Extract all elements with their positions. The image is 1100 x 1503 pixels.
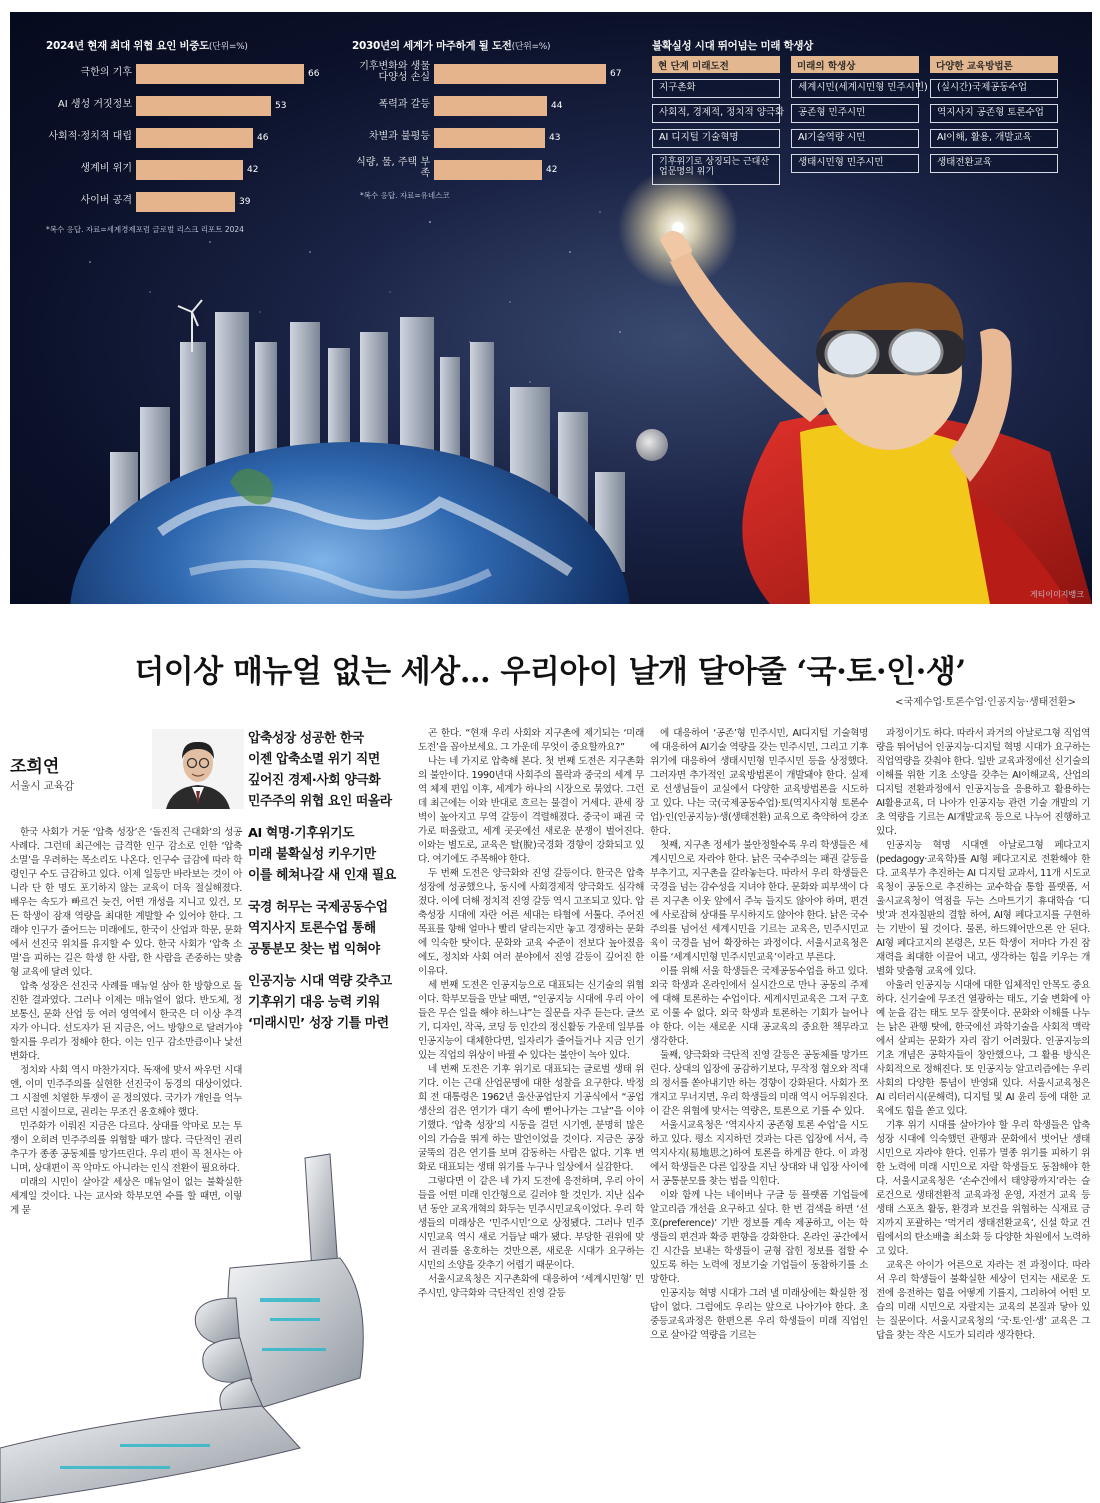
- deck-summary: [248, 728, 412, 1045]
- author-role: 서울시 교육감: [10, 780, 75, 792]
- article-column-4: [876, 727, 1090, 1343]
- chart-note: *복수 응답. 자료=세계경제포럼 글로벌 리스크 리포트 2024: [46, 225, 244, 234]
- paragraph: 세 번째 도전은 인공지능으로 대표되는 신기술의 위협이다. 학부모들을 만날 때면, “인공지능 시대에 우리 아이들은 무슨 일을 해야 하느냐”는 질문을 자주 듣는다. 글쓰기, 디자인, 작곡, 코딩 등 인간의 정신활동 가운데 일부를 인공지능이 대체한다면, 일자리가 줄어들거나 지금 인기 있는 직업의 위상이 바뀔 수 있다는 불안이 녹아 있다.: [418, 980, 644, 1061]
- deck-group: 인공지능 시대 역량 갖추고 기후위기 대응 능력 키워 ‘미래시민’ 성장 기틀 마련: [248, 974, 392, 1031]
- headline: 더이상 매뉴얼 없는 세상… 우리아이 날개 달아줄 ‘국·토·인·생’: [134, 654, 966, 690]
- table-cell: 기후위기로 상징되는 근대산업문명의 위기: [652, 154, 780, 185]
- author-photo: [152, 729, 244, 809]
- table-header: 현 단계 미래도전: [652, 56, 780, 73]
- bar-row: [352, 157, 644, 180]
- table-cell: AI이해, 활용, 개발교육: [930, 129, 1058, 148]
- bar-label: 식량, 물, 주택 부족: [356, 157, 430, 179]
- bar: [136, 192, 235, 212]
- table-cell: 지구촌화: [652, 79, 780, 98]
- bar-label: 사회적·정치적 대립: [48, 131, 132, 142]
- table-cell: 사회적, 경제적, 정치적 양극화: [652, 104, 780, 123]
- deck-group: 국경 허무는 국제공동수업 역지사지 토론수업 통해 공통분모 찾는 법 익혀야: [248, 900, 388, 957]
- paragraph: 인공지능 혁명 시대가 그려 낼 미래상에는 확실한 정답이 없다. 그럼에도 우리는 앞으로 나아가야 한다. 초중등교육과정은 한편으론 우리 학생들이 미래 직업인으로 살아갈 역량을 기르는: [650, 1288, 868, 1341]
- paragraph: 이와 함께 나는 네이버나 구글 등 플랫폼 기업들에 알고리즘 개선을 요구하고 싶다. 한 번 검색을 하면 ‘선호(preference)’ 기반 정보를 계속 제공하고, 이는 학생들의 편견과 확증 편향을 강화한다. 온라인 공간에서 긴 시간을 보내는 학생들이 균형 잡힌 정보를 접할 수 있도록 하는 노력에 정보기술 기업들이 동참하기를 소망한다.: [650, 1190, 868, 1285]
- table-cell: 세계시민(세계시민형 민주시민): [791, 79, 919, 98]
- paragraph: 미래의 시민이 살아갈 세상은 매뉴얼이 없는 불확실한 세계일 것이다. 나는 교사와 학부모연 수를 할 때면, 이렇게 묻: [10, 1177, 242, 1216]
- paragraph: 한국 사회가 거둔 ‘압축 성장’은 ‘돌진적 근대화’의 성공 사례다. 그런데 최근에는 급격한 인구 감소로 인한 ‘압축 소멸’을 우려하는 목소리도 나온다. 인구수 급감에 따라 학령인구 수도 급감하고 있다. 이제 일등만 바라보는 것이 아니라 단 한 명도 포기하지 않는 교육이 더욱 절실해졌다. 배우는 속도가 빠르건 늦건, 어떤 개성을 지니고 있건, 모든 학생이 잠재 역량을 최대한 계발할 수 있어야 한다. 그래야 인구가 줄어드는 미래에도, 한국이 산업과 학문, 문화에서 선진국 위치를 유지할 수 있다. 한국 사회가 ‘압축 소멸’을 피하는 길은 학생 한 사람, 한 사람을 존중하는 맞춤형 교육에 달려 있다.: [10, 827, 242, 978]
- bar: [434, 160, 542, 180]
- bar-value: 66: [308, 69, 320, 79]
- paragraph: 인공지능 혁명 시대엔 아날로그형 페다고지(pedagogy·교육학)를 AI형 페다고지로 전환해야 한다. 교육부가 추진하는 AI 디지털 교과서, 11개 시도교육청이 공동으로 추진하는 교수학습 통합 플랫폼, 서울시교육청이 역점을 두는 스마트기기 휴대학습 ‘디벗’과 전자칠판의 결합 하여, AI형 페다고지를 구현하는 기반이 될 것이다. 물론, 하드웨어만으론 안 된다. AI형 페다고지의 본령은, 모든 학생이 저마다 가진 잠재력을 최대한 이끌어 내고, 생각하는 힘을 키우는 개별화 맞춤형 교육에 있다.: [876, 840, 1090, 977]
- deck-group: AI 혁명·기후위기도 미래 불확실성 키우기만 이를 헤쳐나갈 새 인재 필요: [248, 826, 396, 883]
- bar-value: 53: [275, 101, 287, 111]
- bar: [434, 96, 547, 116]
- future-challenges-chart: [352, 38, 622, 200]
- bar-label: 생계비 위기: [80, 163, 132, 174]
- deck-group: 압축성장 성공한 한국 이젠 압축소멸 위기 직면 깊어진 경제·사회 양극화 민주주의 위협 요인 떠올라: [248, 731, 392, 809]
- table-cell: 생태시민형 민주시민: [791, 154, 919, 173]
- paragraph: 서울시교육청은 ‘역지사지 공존형 토론 수업’을 시도하고 있다. 평소 지지하던 것과는 다른 입장에 서서, 즉 역지사지(易地思之)하여 토론을 하게끔 한다. 이 과정에서 학생들은 다른 입장을 지닌 상대와 내 입장 사이에서 공통분모를 찾는 법을 익힌다.: [650, 1120, 868, 1187]
- table-cell: 생태전환교육: [930, 154, 1058, 173]
- paragraph: 곤 한다. “현재 우리 사회와 지구촌에 제기되는 ‘미래 도전’을 꼽아보세요. 그 가운데 무엇이 중요할까요?”: [418, 728, 644, 753]
- table-header: 다양한 교육방법론: [930, 56, 1058, 73]
- paragraph: 아울러 인공지능 시대에 대한 입체적인 안목도 중요하다. 신기술에 무조건 열광하는 태도, 기술 변화에 아예 눈을 감는 태도 모두 잘못이다. 문화와 이해를 나누는 낡은 관행 탓에, 한국에선 과학기술을 사회적 맥락에서 살피는 문화가 자리 잡기 어려웠다. 인공지능의 기초 개념은 공학자들이 창안했으나, 그 활용 방식은 사회적으로 정해진다. 또 인공지능 알고리즘에는 우리 사회의 다양한 통념이 반영돼 있다. 서울시교육청은 AI 리터러시(문해력), 디지털 및 AI 윤리 등에 대한 교육에도 힘을 쏟고 있다.: [876, 980, 1090, 1117]
- paragraph: 과정이기도 하다. 따라서 과거의 아날로그형 직업역량을 뛰어넘어 인공지능·디지털 혁명 시대가 요구하는 직업역량을 갖춰야 한다. 일반 교육과정에선 신기술의 이해를 위한 기초 소양을 갖추는 AI이해교육, 산업의 디지털 전환과정에서 인공지능을 응용하고 활용하는 AI활용교육, 더 나아가 인공지능 관련 기술 개발의 기초 역량을 기르는 AI개발교육 등으로 나누어 진행하고 있다.: [876, 728, 1090, 837]
- earth-with-city: [70, 300, 630, 604]
- chart-title: 2024년 현재 최대 위협 요인 비중도(단위=%): [46, 40, 248, 52]
- bar-label: 극한의 기후: [80, 67, 132, 78]
- child-hero: [660, 231, 1092, 604]
- paragraph: 첫째, 지구촌 정세가 불안정할수록 우리 학생들은 세계시민으로 자라야 한다. 낡은 국수주의는 패권 갈등을 부추기고, 지구촌을 갈라놓는다. 따라서 우리 학생들은 국경을 넘는 감수성을 지녀야 한다. 문화와 피부색이 다른 지구촌 이웃 앞에서 주눅 들지도 않아야 하며, 편견에 사로잡혀 상대를 무시하지도 않아야 한다. 낡은 국수주의를 넘어선 세계시민을 기르는 교육은, 민주시민교육이 국경을 넘어 확장하는 과정이다. 서울시교육청은 이를 ‘세계시민형 민주시민교육’이라고 부른다.: [650, 840, 868, 963]
- threat-factors-chart: [46, 38, 320, 234]
- table-title: 불확실성 시대 뛰어넘는 미래 학생상: [652, 40, 814, 52]
- bar-value: 67: [610, 69, 622, 79]
- bar-value: 42: [247, 165, 259, 175]
- bar: [434, 128, 545, 148]
- paragraph: 둘째, 양극화와 극단적 진영 갈등은 공동체를 망가뜨린다. 상대의 입장에 공감하기보다, 무작정 혐오와 적대의 정서를 쏟아내기만 하는 경향이 강화된다. 사회가 쪼개지고 무너지면, 우리 학생들의 미래 역시 어두워진다. 이 같은 위협에 맞서는 역량은, 토론으로 기를 수 있다.: [650, 1050, 868, 1117]
- bar-row: [352, 128, 644, 148]
- bar-row: [46, 96, 344, 116]
- bar: [136, 128, 253, 148]
- bar-row: [46, 192, 344, 212]
- bar-label: 기후변화와 생물다양성 손실: [359, 61, 430, 83]
- moon: [636, 429, 668, 461]
- table-cell: AI기술역량 시민: [791, 129, 919, 148]
- chart-title: 2030년의 세계가 마주하게 될 도전(단위=%): [352, 40, 551, 52]
- table-cell: (실시간)국제공동수업: [930, 79, 1058, 98]
- table-header: 미래의 학생상: [791, 56, 919, 73]
- bar-label: AI 생성 거짓정보: [57, 99, 132, 110]
- table-cell: 역지사지 공존형 토론수업: [930, 104, 1058, 123]
- chart-note: *복수 응답. 자료=유네스코: [360, 191, 450, 200]
- bar-value: 43: [549, 133, 561, 143]
- paragraph: 두 번째 도전은 양극화와 진영 갈등이다. 한국은 압축 성장에 성공했으나, 동시에 사회경제적 양극화도 심각해졌다. 이에 더해 정치적 진영 갈등 역시 고조되고 있다. 압축성장 시대에 자란 어른 세대는 타협에 서툴다. 주어진 목표를 향해 얼마나 빨리 달리는지만 놓고 경쟁하는 문화에 익숙한 탓이다. 문화와 교육 수준이 전보다 높아졌음에도, 정치와 사회 여러 분야에서 진영 갈등이 깊어진 한 이유다.: [418, 868, 644, 977]
- bar-row: [352, 96, 644, 116]
- bar-label: 사이버 공격: [80, 195, 132, 206]
- paragraph: 민주화가 이뤄진 지금은 다르다. 상대를 악마로 모는 투쟁이 오히려 민주주의를 위협할 때가 많다. 극단적인 권리 추구가 종종 공동체를 망가뜨린다. 우리 편이 꼭 천사는 아니며, 상대편이 꼭 악마도 아니라는 인식 전환이 필요하다.: [10, 1121, 242, 1174]
- paragraph: 에 대응하여 ‘공존’형 민주시민, AI디지털 기술혁명에 대응하여 AI기술 역량을 갖는 민주시민, 그리고 기후위기에 대응하여 생태시민형 민주시민 등을 상정했다. 그러자면 추가적인 교육방법론이 개발돼야 한다. 실제로 선생님들이 교실에서 다양한 교육방법론을 시도하고 있다. 나는 국(국제공동수업)·토(역지사지형 토론수업)·인(인공지능)·생(생태전환) 교육으로 축약하여 강조한다.: [650, 728, 868, 837]
- paragraph: 그렇다면 이 같은 네 가지 도전에 응전하며, 우리 아이들을 어떤 미래 인간형으로 길러야 할 것인가. 지난 십수년 동안 교육개혁의 화두는 민주시민교육이었다. 우리 학생들의 미래상은 ‘민주시민’으로 상정됐다. 그러나 민주시민교육 역시 새로 거듭날 때가 됐다. 부당한 권위에 맞서 권리를 옹호하는 것만으론, 새로운 시대가 요구하는 시민의 소양을 갖추기 어렵기 때문이다.: [418, 1176, 644, 1271]
- bar-row: [46, 64, 344, 84]
- bar-value: 46: [257, 133, 269, 143]
- table-cell: AI 디지털 기술혁명: [652, 129, 780, 148]
- table-cell: 공존형 민주시민: [791, 104, 919, 123]
- paragraph: 이를 위해 서울 학생들은 국제공동수업을 하고 있다. 외국 학생과 온라인에서 실시간으로 만나 공동의 주제에 대해 토론하는 수업이다. 세계시민교육은 그저 구호로 이룰 수 없다. 외국 학생과 토론하는 기회가 늘어나야 한다. 이는 새로운 시대 공교육의 중요한 책무라고 생각한다.: [650, 966, 868, 1047]
- bar: [136, 160, 243, 180]
- article-column-1: [10, 826, 242, 1218]
- paragraph: 압축 성장은 선진국 사례를 매뉴얼 삼아 한 방향으로 돌진한 결과였다. 그러나 이제는 매뉴얼이 없다. 반도체, 정보통신, 문화 산업 등 여러 영역에서 한국은 더 이상 추격자가 아니다. 선도자가 된 지금은, 어느 방향으로 달려가야 할지를 우리가 정해야 한다. 이는 인구 감소만큼이나 낯선 변화다.: [10, 981, 242, 1062]
- photo-credit: 게티이미지뱅크: [1029, 590, 1084, 599]
- paragraph: 나는 네 가지로 압축해 본다. 첫 번째 도전은 지구촌화의 불안이다. 1990년대 사회주의 몰락과 중국의 세계 무역 체제 편입 이후, 세계가 하나의 시장으로 묶였다. 그런데 최근에는 이와 반대로 흐르는 물결이 거세다. 관세 장벽이 높아지고 무역 갈등이 격렬해졌다. 중국이 패권 국가로 떠올랐고, 세계 곳곳에선 새로운 분쟁이 벌어진다. 이와는 별도로, 교육은 탈(脫)국경화 경향이 강화되고 있다. 여기에도 주목해야 한다.: [418, 756, 644, 865]
- bar-value: 42: [546, 165, 558, 175]
- article-column-3: [650, 727, 868, 1343]
- bar-row: [46, 128, 344, 148]
- hero-illustration: [10, 12, 1092, 604]
- sub-headline: <국제수업·토론수업·인공지능·생태전환>: [895, 697, 1076, 708]
- bar-value: 39: [239, 197, 251, 207]
- bar-row: [352, 61, 644, 84]
- bar-label: 차별과 불평등: [368, 131, 430, 142]
- paragraph: 서울시교육청은 지구촌화에 대응하여 ‘세계시민형’ 민주시민, 양극화와 극단적인 진영 갈등: [418, 1274, 644, 1299]
- bar: [434, 64, 606, 84]
- article-column-2: [418, 727, 644, 1301]
- paragraph: 정치와 사회 역시 마찬가지다. 독재에 맞서 싸우던 시대엔, 이미 민주주의를 실현한 선진국이 동경의 대상이었다. 그 시절엔 치열한 투쟁이 곧 정의였다. 국가가 개인을 억누르던 시절이므로, 권리는 무조건 옹호해야 했다.: [10, 1065, 242, 1118]
- author-name: 조희연: [10, 757, 60, 777]
- bar: [136, 96, 271, 116]
- paragraph: 기후 위기 시대를 살아가야 할 우리 학생들은 압축 성장 시대에 익숙했던 관행과 문화에서 벗어난 생태 시민으로 자라야 한다. 인류가 멸종 위기를 피하기 위한 노력에 미래 시민으로 자랄 학생들도 동참해야 한다. 서울시교육청은 ‘손수건에서 태양광까지’라는 슬로건으로 생태전환적 교육과정 운영, 자전거 교육 등 생태 스포츠 활동, 환경과 보건을 위협하는 식재료 금지까지 포괄하는 ‘먹거리 생태전환교육’, 신설 학교 건립에서의 탄소배출 최소화 등 다양한 차원에서 노력하고 있다.: [876, 1120, 1090, 1257]
- bar-row: [46, 160, 344, 180]
- bar-label: 폭력과 갈등: [378, 99, 430, 110]
- bar-value: 44: [551, 101, 563, 111]
- future-student-table: [652, 38, 1072, 178]
- paragraph: 교육은 아이가 어른으로 자라는 전 과정이다. 따라서 우리 학생들이 불확실한 세상이 던지는 새로운 도전에 응전하는 힘을 어떻게 기를지, 그리하여 어떤 모습의 미래 시민으로 자랄지는 교육의 본질과 닿아 있는 질문이다. 서울시교육청의 ‘국·토·인·생’ 교육은 그 답을 찾는 작은 시도가 되리라 생각한다.: [876, 1260, 1090, 1341]
- paragraph: 네 번째 도전은 기후 위기로 대표되는 글로벌 생태 위기다. 이는 근대 산업문명에 대한 성찰을 요구한다. 박정희 전 대통령은 1962년 울산공업단지 기공식에서 “공업 생산의 검은 연기가 대기 속에 뻗어나가는 그날”을 이야기했다. ‘압축 성장’의 시동을 걸던 시기엔, 분명히 많은 이의 가슴을 뛰게 하는 발언이었을 것이다. 지금은 공장 굴뚝의 검은 연기를 보며 감동하는 사람은 없다. 기후 변화로 대표되는 생태 위기를 누구나 일상에서 실감한다.: [418, 1064, 644, 1173]
- bar: [136, 64, 304, 84]
